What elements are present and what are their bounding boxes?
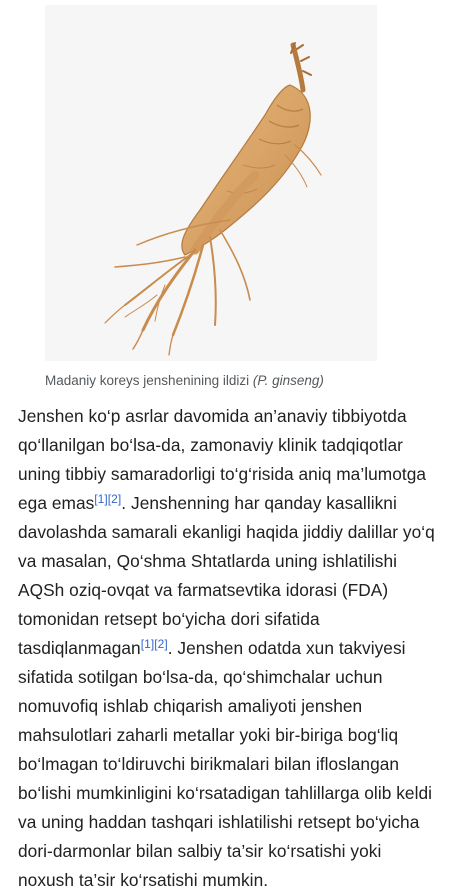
reference-link-1[interactable]: [1] (94, 492, 108, 506)
image-caption (45, 372, 425, 390)
paragraph-text-3: . Jenshen odatda xun takviyesi sifatida sotilgan bo‘lsa-da, qo‘shimchalar uchun nomuvofiq ishlab chiqarish amaliyoti jenshen mahsulotlari zaharli metallar yoki bir-biriga bog‘liq bo‘lmagan to‘ldiruvchi birikmalari bilan ifloslangan bo‘lishi mumkinligini ko‘rsatadigan tahlillarga olib keldi va uning haddan tashqari ishlatilishi retsept bo‘yicha dori-darmonlar bilan salbiy ta’sir ko‘rsatishi yoki noxush ta’sir ko‘rsatishi mumkin. (18, 638, 433, 890)
paragraph-text-2: . Jenshenning har qanday kasallikni davolashda samarali ekanligi haqida jiddiy dalillar yo‘q va masalan, Qo‘shma Shtatlarda uning ishlatilishi AQSh oziq-ovqat va farmatsevtika idorasi (FDA) tomonidan retsept bo‘yicha dori sifatida tasdiqlanmagan (18, 493, 435, 658)
reference-link-2[interactable]: [2] (107, 492, 122, 506)
paragraph-text-1: Jenshen ko‘p asrlar davomida an’anaviy tibbiyotda qo‘llanilgan bo‘lsa-da, zamonaviy klinik tadqiqotlar uning tibbiy samaradorligi to‘g‘risida aniq ma’lumotga ega emas (18, 406, 427, 513)
ginseng-root-illustration (45, 5, 377, 361)
caption-species: (P. ginseng) (252, 373, 324, 388)
paragraph (18, 402, 438, 895)
ginseng-image[interactable] (45, 5, 377, 361)
reference-link-1[interactable]: [1] (140, 637, 155, 651)
article-body (18, 402, 438, 895)
reference-link-2[interactable]: [2] (154, 637, 168, 651)
caption-text: Madaniy koreys jenshenining ildizi (45, 373, 253, 388)
